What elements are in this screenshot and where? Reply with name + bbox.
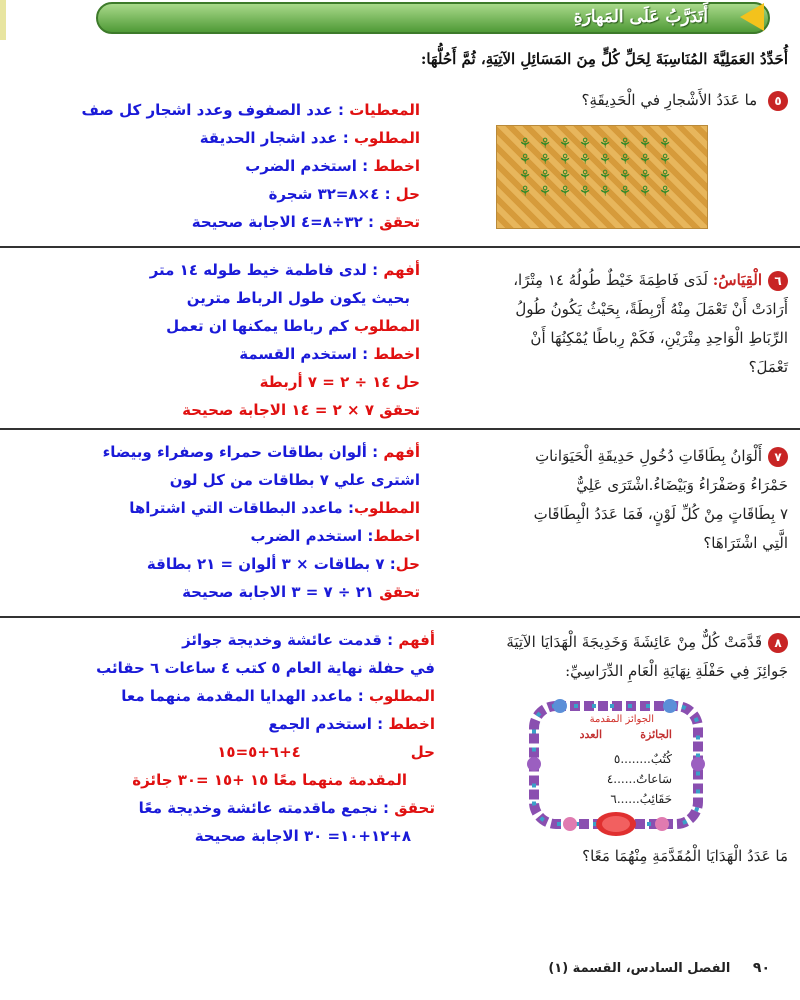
answer-value: : استخدم الضرب <box>250 527 374 545</box>
answer-label: حل <box>395 555 420 573</box>
answer-5-line-2 <box>0 124 420 152</box>
problem-number-badge: ٨ <box>768 633 788 653</box>
answer-5-line-5 <box>0 208 420 236</box>
answer-label: حل <box>395 373 420 391</box>
answer-label: أفهم <box>398 631 435 649</box>
page-footer <box>548 960 770 976</box>
prizes-row-3: حَقَائِبُ......٦ <box>610 792 672 806</box>
answer-label: أفهم <box>383 443 420 461</box>
answer-value: : ماعدد الهدايا المقدمة منهما معا <box>121 687 369 705</box>
tree-icon: ⚘ <box>578 152 592 168</box>
answer-label: اخطط <box>373 345 420 363</box>
tree-icon: ⚘ <box>538 168 552 184</box>
prizes-table-title: الجوائز المقدمة <box>589 714 654 725</box>
answer-value: ١٤ ÷ ٢ = ٧ أربطة <box>259 373 396 391</box>
prizes-table <box>520 694 712 838</box>
tree-icon: ⚘ <box>558 136 572 152</box>
prize-name: حَقَائِبُ <box>639 792 672 806</box>
answer-5-line-3 <box>0 152 420 180</box>
tree-icon: ⚘ <box>638 136 652 152</box>
prizes-table-header-count: العدد <box>579 728 602 741</box>
answer-7-line-5 <box>0 550 420 578</box>
tree-icon: ⚘ <box>658 136 672 152</box>
tree-icon: ⚘ <box>578 184 592 200</box>
answer-5-line-4 <box>0 180 420 208</box>
prize-name: كُتُبٌ <box>650 752 672 766</box>
banner-title: أَتَدَرَّبُ عَلَى المَهارَةِ <box>573 7 708 27</box>
page-edge-strip <box>0 0 6 40</box>
prize-count: ٥ <box>613 752 621 766</box>
problem-8-line-1: قَدَّمَتْ كُلٌّ مِنْ عَائِشَةَ وَخَدِيجَةَ الْهَدَايَا الآتِيَةَ <box>506 633 762 651</box>
problem-8-question: مَا عَدَدُ الْهَدَايَا الْمُقَدَّمَةِ مِنْهُمَا مَعًا؟ <box>582 847 788 865</box>
tree-icon: ⚘ <box>658 152 672 168</box>
answer-label: المعطيات <box>349 101 420 119</box>
answer-8-line-5 <box>0 738 435 766</box>
answer-6-line-2: بحيث يكون طول الرباط مترين <box>186 289 410 307</box>
garden-trees-image <box>496 125 708 229</box>
answer-6-line-3 <box>0 312 420 340</box>
answer-label: المطلوب <box>353 129 420 147</box>
tree-icon: ⚘ <box>538 184 552 200</box>
answer-label: المطلوب <box>368 687 435 705</box>
answer-label: اخطط <box>373 157 420 175</box>
problem-7-text <box>458 442 788 558</box>
problem-number-badge: ٦ <box>768 271 788 291</box>
tree-icon: ⚘ <box>618 184 632 200</box>
problem-number-badge: ٥ <box>768 91 788 111</box>
answer-value: : ٣٢÷٨=٤ الاجابة صحيحة <box>191 213 380 231</box>
problem-6-text <box>458 266 788 382</box>
tree-icon: ⚘ <box>538 136 552 152</box>
answer-8-line-7 <box>0 794 435 822</box>
answer-value: كم رباطا يمكنها ان تعمل <box>166 317 354 335</box>
prizes-row-2: سَاعاتٌ......٤ <box>606 772 672 786</box>
tree-icon: ⚘ <box>598 168 612 184</box>
problem-7-line-3: ٧ بِطَاقَاتٍ مِنْ كُلِّ لَوْنٍ، فَمَا عَدَدُ الْبِطَاقَاتِ <box>533 505 788 523</box>
tree-icon: ⚘ <box>658 184 672 200</box>
answer-8-line-3 <box>0 682 435 710</box>
answer-6 <box>0 256 420 424</box>
answer-7-line-3 <box>0 494 420 522</box>
instruction-text: أُحَدِّدُ العَمَلِيَّةَ المُنَاسِبَةَ لِحَلِّ كُلٍّ مِنَ المَسَائِلِ الآتِيَةِ، ثُمَّ أَحُلُّهَا: <box>420 50 788 68</box>
prize-name: سَاعاتٌ <box>636 772 672 786</box>
tree-icon: ⚘ <box>558 184 572 200</box>
problem-8-line-2: جَوائِزَ فِي حَفْلَةِ نِهَايَةِ الْعَامِ الدِّرَاسِيِّ: <box>565 662 788 680</box>
answer-value: : استخدم الضرب <box>245 157 374 175</box>
answer-label: تحقق <box>379 401 420 419</box>
answer-value: : عدد الصفوف وعدد اشجار كل صف <box>81 101 350 119</box>
problem-6-line-4: تَعْمَلَ؟ <box>748 358 788 376</box>
answer-label: تحقق <box>394 799 435 817</box>
problem-7-line-2: حَمْرَاءُ وَصَفْرَاءُ وَبَيْضَاءُ.اشْتَرَى عَلِيٌّ <box>576 476 788 494</box>
problem-7-line-1: أَلْوَانُ بِطَاقَاتِ دُخُولِ حَدِيقَةِ الْحَيَوَاناتِ <box>535 447 762 465</box>
answer-value: : استخدم القسمة <box>239 345 374 363</box>
tree-icon: ⚘ <box>518 136 532 152</box>
answer-value: : قدمت عائشة وخديجة جوائز <box>182 631 399 649</box>
answer-label: أفهم <box>383 261 420 279</box>
tree-icon: ⚘ <box>598 152 612 168</box>
answer-label: تحقق <box>379 213 420 231</box>
tree-icon: ⚘ <box>618 136 632 152</box>
answer-7-line-1 <box>0 438 420 466</box>
answer-6-line-5 <box>0 368 420 396</box>
problem-6-line-2: أَرَادَتْ أَنْ تَعْمَلَ مِنْهُ أَرْبِطَةً، بِحَيْثُ يَكُونُ طُولُ <box>515 300 788 318</box>
tree-icon: ⚘ <box>538 152 552 168</box>
prize-count: ٦ <box>610 792 617 806</box>
tree-icon: ⚘ <box>598 136 612 152</box>
answer-8-solve-value: ٤+٦+٥=١٥ <box>217 743 301 761</box>
answer-7 <box>0 438 420 606</box>
section-banner <box>96 2 770 34</box>
answer-6-line-4 <box>0 340 420 368</box>
divider <box>0 246 800 248</box>
answer-5 <box>0 96 420 236</box>
answer-5-line-1 <box>0 96 420 124</box>
answer-value: : عدد اشجار الحديقة <box>199 129 354 147</box>
answer-6-line-6 <box>0 396 420 424</box>
answer-value: : ٤×٨=٣٢ شجرة <box>268 185 396 203</box>
answer-8-line-1 <box>0 626 435 654</box>
banner-arrow-icon <box>740 3 764 31</box>
tree-icon: ⚘ <box>638 152 652 168</box>
answer-label: حل <box>395 185 420 203</box>
tree-icon: ⚘ <box>518 184 532 200</box>
tree-icon: ⚘ <box>578 136 592 152</box>
tree-icon: ⚘ <box>578 168 592 184</box>
answer-8-line-2: في حفلة نهاية العام ٥ كتب ٤ ساعات ٦ حقائب <box>96 659 435 677</box>
problem-7-line-4: الَّتِي اشْتَرَاهَا؟ <box>703 534 788 552</box>
answer-8-line-8: ٨+١٢+١٠= ٣٠ الاجابة صحيحة <box>194 827 411 845</box>
divider <box>0 428 800 430</box>
answer-7-line-4 <box>0 522 420 550</box>
tree-grid <box>515 136 675 200</box>
tree-icon: ⚘ <box>618 168 632 184</box>
tree-icon: ⚘ <box>518 168 532 184</box>
answer-8 <box>0 626 435 850</box>
answer-8-solve-label: حل <box>410 743 435 761</box>
problem-5-question: ما عَدَدُ الأَشْجارِ في الْحَدِيقَةِ؟ <box>581 91 758 109</box>
chapter-title: الفصل السادس، القسمة (١) <box>548 961 731 976</box>
answer-8-line-4 <box>0 710 435 738</box>
answer-value: : استخدم الجمع <box>268 715 389 733</box>
divider <box>0 616 800 618</box>
answer-8-line-6: المقدمة منهما معًا ١٥ +١٥ =٣٠ جائزة <box>132 771 407 789</box>
answer-label: المطلوب <box>353 317 420 335</box>
problem-6-line-1: لَدَى فَاطِمَةَ خَيْطٌ طُولُهُ ١٤ مِتْرًا، <box>513 271 708 289</box>
tree-icon: ⚘ <box>638 168 652 184</box>
problem-6-keyword: الْقِيَاسُ: <box>712 271 762 289</box>
answer-label: اخطط <box>388 715 435 733</box>
tree-icon: ⚘ <box>558 152 572 168</box>
tree-icon: ⚘ <box>658 168 672 184</box>
answer-value: ٢١ ÷ ٧ = ٣ الاجابة صحيحة <box>182 583 380 601</box>
answer-value: : لدى فاطمة خيط طوله ١٤ متر <box>149 261 384 279</box>
tree-icon: ⚘ <box>618 152 632 168</box>
problem-number-badge: ٧ <box>768 447 788 467</box>
answer-label: اخطط <box>373 527 420 545</box>
tree-icon: ⚘ <box>598 184 612 200</box>
answer-value: : ألوان بطاقات حمراء وصفراء وبيضاء <box>102 443 384 461</box>
problem-6-line-3: الرِّبَاطِ الْوَاحِدِ مِتْرَيْنِ، فَكَمْ رِباطًا يُمْكِنُهَا أَنْ <box>530 329 788 347</box>
page-number: ٩٠ <box>752 960 770 976</box>
prizes-row-1: كُتُبٌ........٥ <box>613 752 672 766</box>
answer-7-line-2: اشترى علي ٧ بطاقات من كل لون <box>169 471 420 489</box>
prizes-table-header-prize: الجائزة <box>640 728 672 741</box>
tree-icon: ⚘ <box>638 184 652 200</box>
answer-label: تحقق <box>379 583 420 601</box>
tree-icon: ⚘ <box>558 168 572 184</box>
answer-value: : ٧ بطاقات × ٣ ألوان = ٢١ بطاقة <box>146 555 396 573</box>
prize-count: ٤ <box>606 772 614 786</box>
answer-value: : نجمع ماقدمته عائشة وخديجة معًا <box>138 799 395 817</box>
answer-7-line-6 <box>0 578 420 606</box>
answer-label: المطلوب <box>353 499 420 517</box>
problem-8-text <box>448 628 788 686</box>
tree-icon: ⚘ <box>518 152 532 168</box>
problem-5-text <box>488 86 788 115</box>
answer-value: : ماعدد البطاقات التي اشتراها <box>129 499 354 517</box>
answer-value: ٧ × ٢ = ١٤ الاجابة صحيحة <box>182 401 380 419</box>
answer-6-line-1 <box>0 256 420 284</box>
